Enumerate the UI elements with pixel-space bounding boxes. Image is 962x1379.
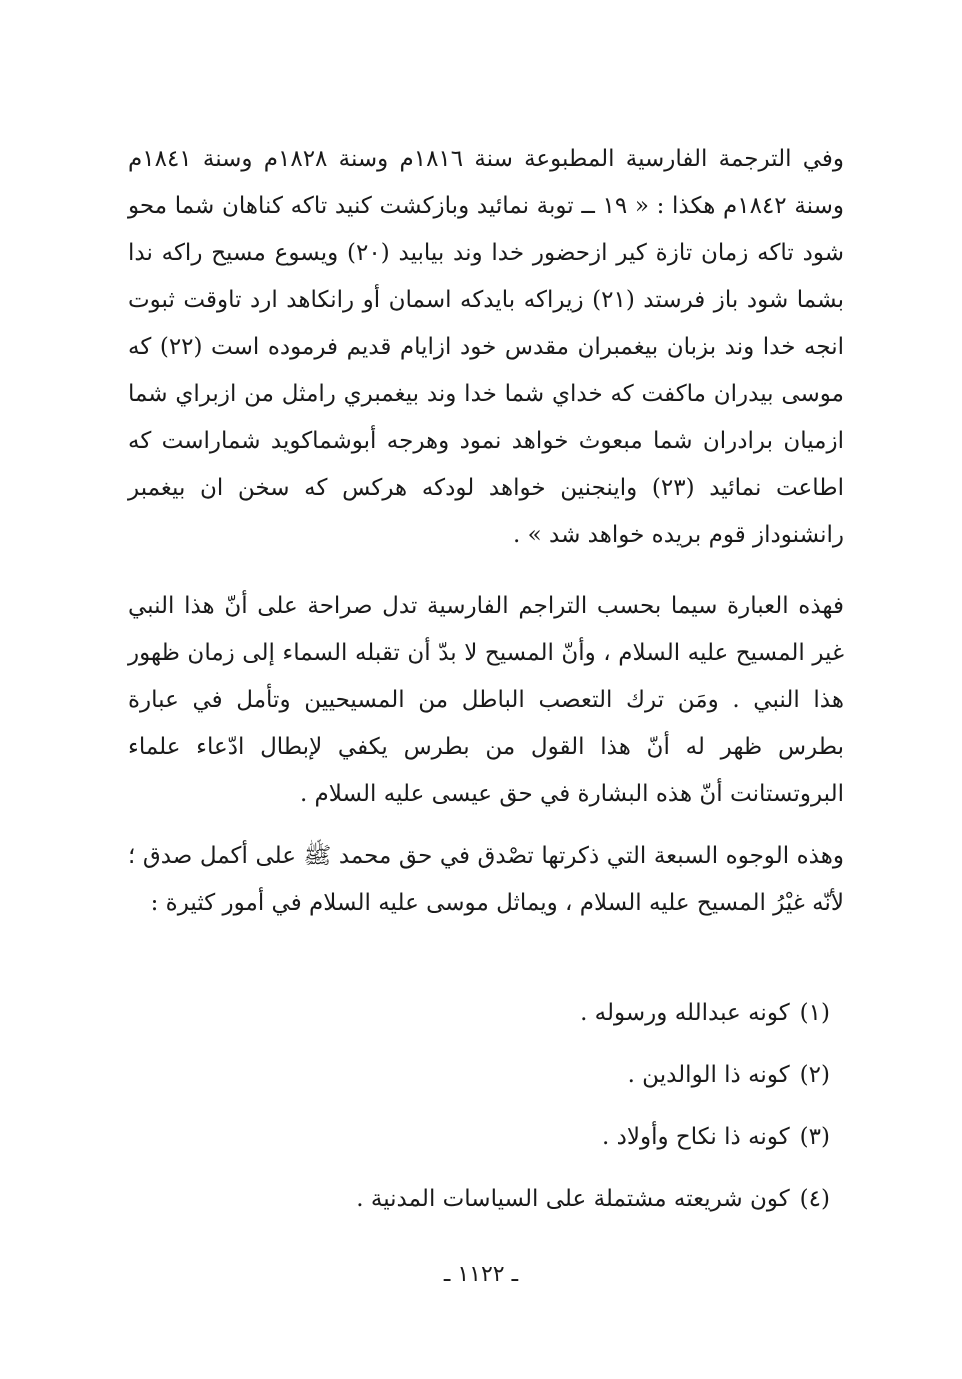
list-item-text: كونه عبدالله ورسوله . [580, 1000, 790, 1026]
paragraph-seven-aspects [128, 833, 844, 927]
list-item-number: (٤) [799, 1186, 830, 1212]
paragraph-text: فهذه العبارة سيما بحسب التراجم الفارسية تدل صراحة على أنّ هذا النبي غير المسيح عليه السلام ، وأنّ المسيح لا بدّ أن تقبله السماء إلى زمان ظهور هذا النبي . ومَن ترك التعصب الباطل من المسيحيين وتأمل في عبارة بطرس ظهر له أنّ هذا القول من بطرس يكفي لإبطال ادّعاء علماء البروتستانت أنّ هذه البشارة في حق عيسى عليه السلام . [128, 593, 844, 807]
list-item [128, 1044, 830, 1106]
list-item-text: كونه ذا الوالدين . [627, 1062, 790, 1088]
paragraph-persian-translation [128, 136, 844, 559]
paragraph-text: وهذه الوجوه السبعة التي ذكرتها تصْدق في حق محمد ﷺ على أكمل صدق ؛ لأنّه غيْرُ المسيح عليه السلام ، ويماثل موسى عليه السلام في أمور كثيرة : [128, 843, 844, 916]
list-item-number: (٢) [799, 1062, 830, 1088]
paragraph-commentary [128, 583, 844, 818]
list-item-text: كونه ذا نكاح وأولاد . [601, 1124, 790, 1150]
page-number: ـ ١١٢٢ ـ [443, 1262, 519, 1287]
list-item [128, 1106, 830, 1168]
list-item-number: (١) [799, 1000, 830, 1026]
numbered-list [128, 982, 830, 1230]
list-item [128, 982, 830, 1044]
list-item-number: (٣) [799, 1124, 830, 1150]
list-item-text: كون شريعته مشتملة على السياسات المدنية . [356, 1186, 790, 1212]
list-item [128, 1168, 830, 1230]
paragraph-text: وفي الترجمة الفارسية المطبوعة سنة ١٨١٦م وسنة ١٨٢٨م وسنة ١٨٤١م وسنة ١٨٤٢م هكذا : « ١٩ ــ توبة نمائيد وبازكشت كنيد تاكه كناهان شما محو شود تاكه زمان تازة كير ازحضور خدا وند بيابيد (٢٠) ويسوع مسيح راكه ندا بشما شود باز فرستد (٢١) زيراكه بايدكه اسمان أو رانكاهد ارد تاوقت ثبوت انجه خدا وند بزبان بيغمبران مقدس خود ازايام قديم فرموده است (٢٢) كه موسى بيدران ماكفت كه خداي شما خدا وند بيغمبري رامثل من ازبراي شما ازميان برادران شما مبعوث خواهد نمود وهرجه أبوشماكويد شماراست كه اطاعت نمائيد (٢٣) واينجنين خواهد لودكه هركس كه سخن ان بيغمبر رانشنوداز قوم بريده خواهد شد » . [128, 146, 845, 548]
